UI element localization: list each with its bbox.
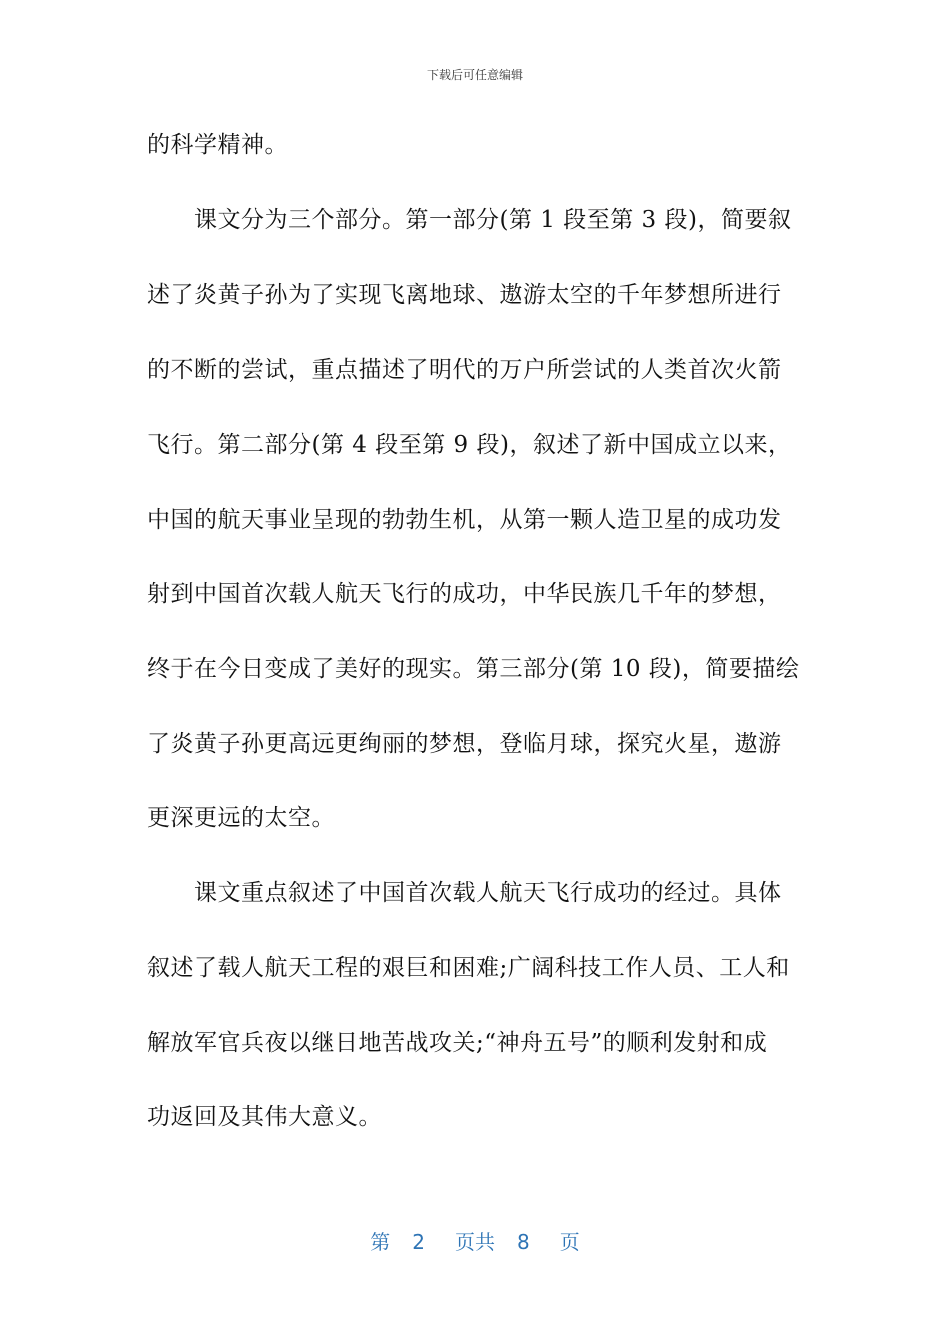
text-line: 中国的航天事业呈现的勃勃生机，从第一颗人造卫星的成功发 [147,507,782,533]
footer-prefix: 第 [370,1230,391,1254]
footer-total-pages: 8 [517,1230,530,1254]
header-note: 下载后可任意编辑 [426,68,523,82]
text-line: 功返回及其伟大意义。 [147,1104,382,1130]
text-line: 叙述了载人航天工程的艰巨和困难;广阔科技工作人员、工人和 [147,955,790,981]
text-line: 了炎黄子孙更高远更绚丽的梦想，登临月球，探究火星，遨游 [147,731,782,757]
text-line: 终于在今日变成了美好的现实。第三部分(第 10 段)，简要描绘 [147,656,800,682]
text-line: 解放军官兵夜以继日地苦战攻关;“神舟五号”的顺利发射和成 [147,1030,768,1056]
text-line: 飞行。第二部分(第 4 段至第 9 段)，叙述了新中国成立以来， [147,432,792,458]
text-line: 课文分为三个部分。第一部分(第 1 段至第 3 段)，简要叙 [147,207,792,233]
footer-suffix: 页 [559,1230,580,1254]
footer-middle: 页共 [455,1230,495,1254]
text-line: 述了炎黄子孙为了实现飞离地球、遨游太空的千年梦想所进行 [147,282,782,308]
text-line: 射到中国首次载人航天飞行的成功，中华民族几千年的梦想， [147,581,782,607]
text-line: 的科学精神。 [147,132,288,158]
text-line: 的不断的尝试，重点描述了明代的万户所尝试的人类首次火箭 [147,357,782,383]
text-line: 课文重点叙述了中国首次载人航天飞行成功的经过。具体 [147,880,782,906]
page-footer [0,1226,950,1255]
footer-page-number: 2 [412,1230,425,1254]
text-line: 更深更远的太空。 [147,805,335,831]
